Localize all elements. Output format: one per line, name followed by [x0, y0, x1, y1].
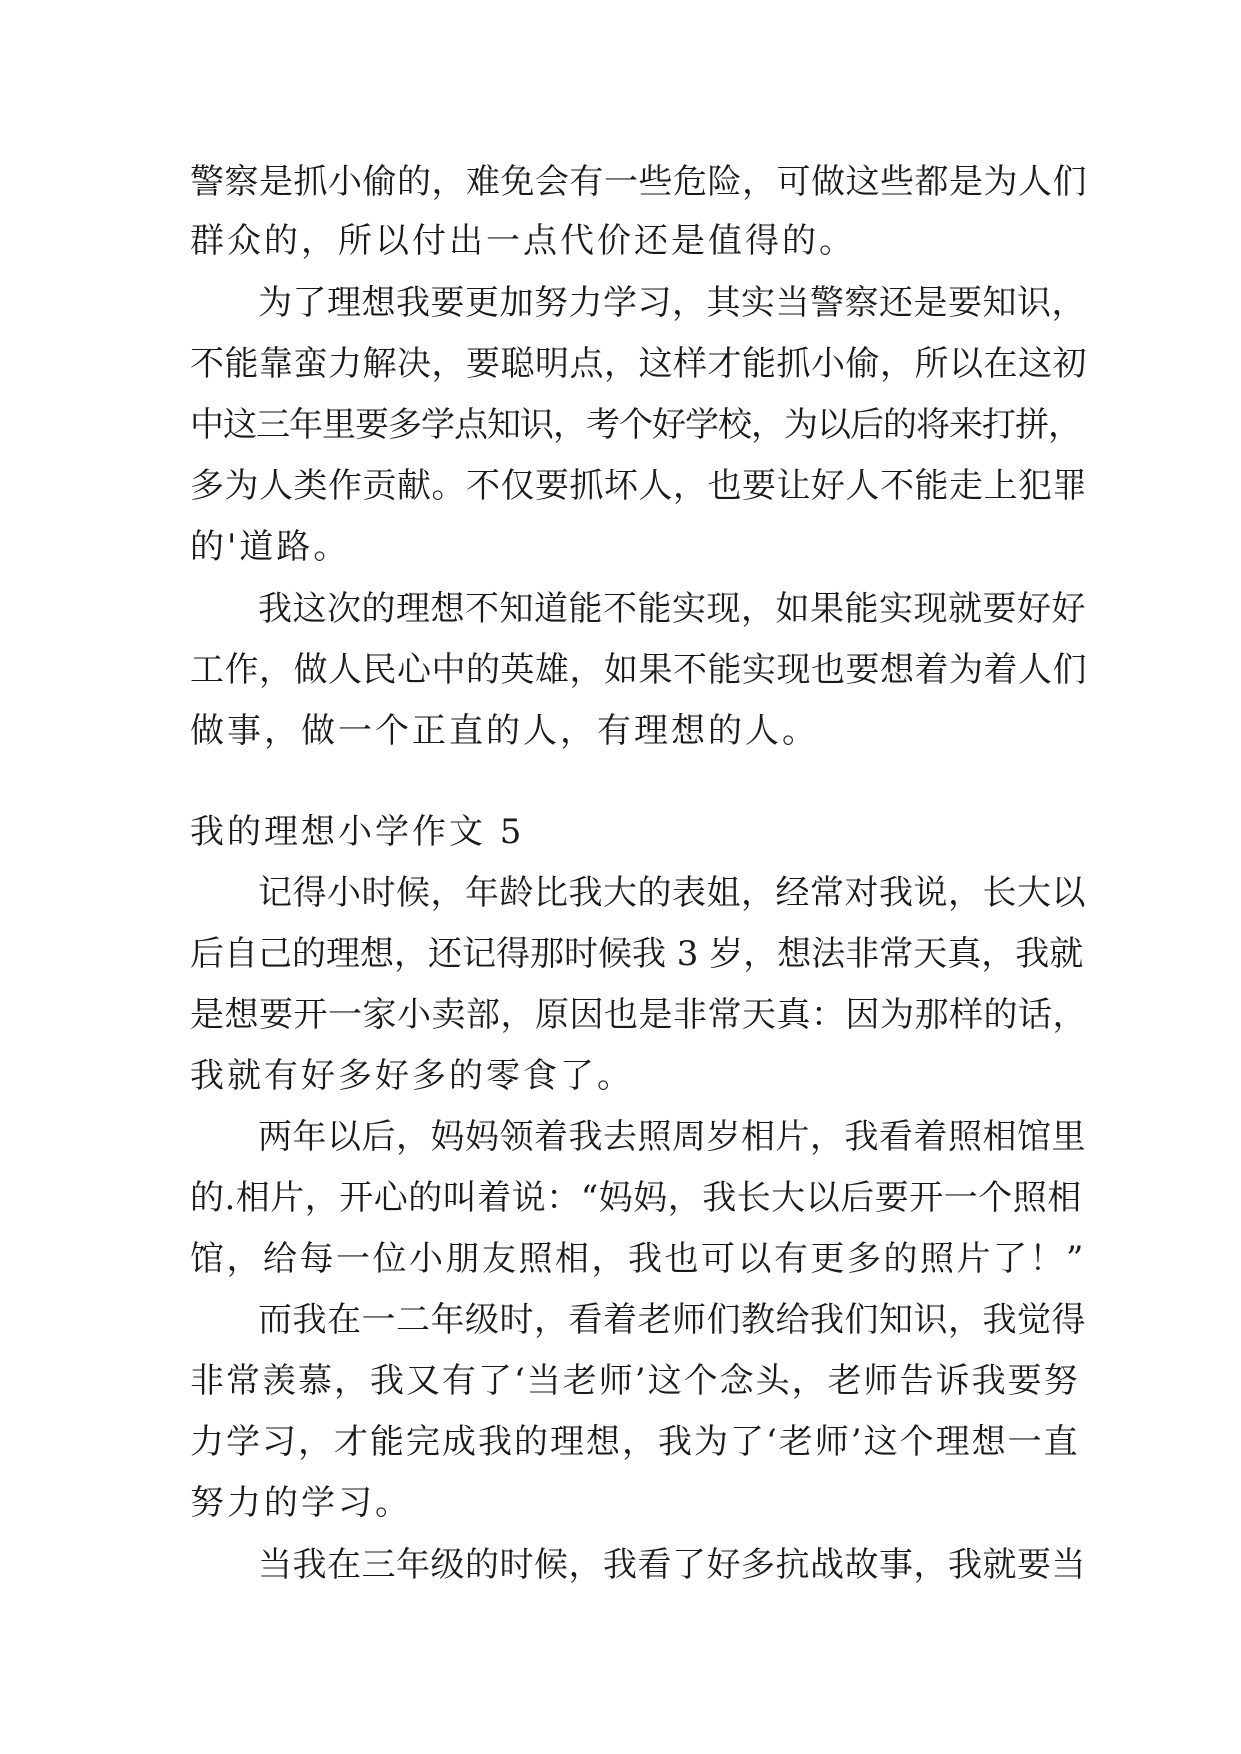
text-line: 是想要开一家小卖部，原因也是非常天真：因为那样的话， [190, 995, 1087, 1035]
text-line: 不能靠蛮力解决，要聪明点，这样才能抓小偷，所以在这初 [190, 344, 1087, 384]
text-line: 工作，做人民心中的英雄，如果不能实现也要想着为着人们 [190, 650, 1087, 690]
text-line: 多为人类作贡献。不仅要抓坏人，也要让好人不能走上犯罪 [190, 466, 1087, 506]
text-line: 非常羡慕，我又有了‘当老师’这个念头，老师告诉我要努 [190, 1361, 1080, 1401]
paragraph-start-line: 而我在一二年级时，看着老师们教给我们知识，我觉得 [258, 1300, 1086, 1340]
text-line: 努力的学习。 [190, 1483, 412, 1523]
section-heading: 我的理想小学作文 5 [190, 812, 525, 852]
paragraph-start-line: 我这次的理想不知道能不能实现，如果能实现就要好好 [258, 589, 1086, 629]
text-line: 馆，给每一位小朋友照相，我也可以有更多的照片了！” [190, 1239, 1086, 1279]
text-line: 群众的，所以付出一点代价还是值得的。 [190, 221, 856, 261]
text-line: 的'道路。 [190, 527, 351, 567]
text-line: 中这三年里要多学点知识，考个好学校，为以后的将来打拼， [190, 405, 1081, 445]
text-line: 的.相片，开心的叫着说：“妈妈，我长大以后要开一个照相 [190, 1178, 1082, 1218]
paragraph-start-line: 当我在三年级的时候，我看了好多抗战故事，我就要当 [258, 1545, 1086, 1585]
text-line: 警察是抓小偷的，难免会有一些危险，可做这些都是为人们 [190, 162, 1087, 202]
text-line: 我就有好多好多的零食了。 [190, 1056, 634, 1096]
paragraph-start-line: 记得小时候，年龄比我大的表姐，经常对我说，长大以 [258, 873, 1086, 913]
text-line: 后自己的理想，还记得那时候我 3 岁，想法非常天真，我就 [190, 934, 1084, 974]
paragraph-start-line: 两年以后，妈妈领着我去照周岁相片，我看着照相馆里 [258, 1117, 1086, 1157]
text-line: 力学习，才能完成我的理想，我为了‘老师’这个理想一直 [190, 1422, 1080, 1462]
paragraph-start-line: 为了理想我要更加努力学习，其实当警察还是要知识， [258, 283, 1086, 323]
text-line: 做事，做一个正直的人，有理想的人。 [190, 711, 819, 751]
